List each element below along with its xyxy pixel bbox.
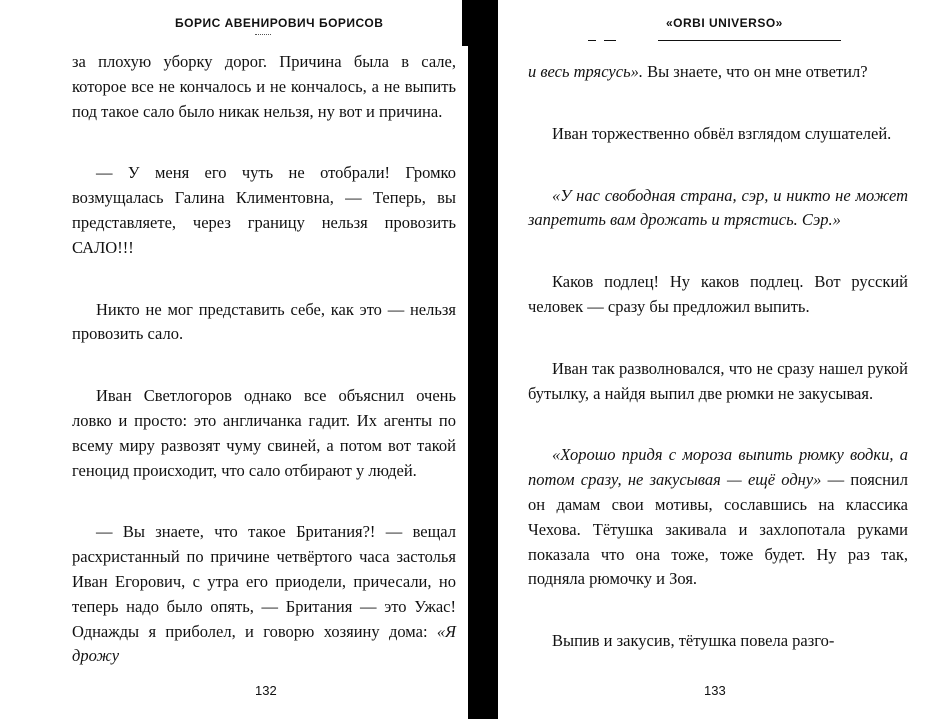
right-page bbox=[496, 0, 932, 719]
italic-quote: «Я дрожу bbox=[72, 621, 456, 666]
paragraph bbox=[72, 520, 456, 669]
running-header-author: БОРИС АВЕНИРОВИЧ БОРИСОВ bbox=[175, 16, 384, 30]
italic-quote: «Хорошо придя с мороза выпить рюмку водки, а потом сразу, не закусывая — ещё одну» bbox=[528, 445, 908, 490]
paragraph: Каков подлец! Ну каков подлец. Вот русский человек — сразу бы предложил выпить. bbox=[528, 272, 908, 316]
paragraph: за плохую уборку дорог. Причина была в сале, которое все не кончалось и не кончалось, а не выпить под такое сало было никак нельзя, ну вот и причина. bbox=[72, 52, 456, 121]
paragraph: Никто не мог представить себе, как это — нельзя провозить сало. bbox=[72, 299, 456, 344]
italic-quote: и весь трясусь». bbox=[528, 62, 643, 81]
running-header-title: «ORBI UNIVERSO» bbox=[666, 16, 783, 30]
paragraph: — У меня его чуть не отобрали! Громко возмущалась Галина Климентовна, — Теперь, вы представляете, через границу нельзя провозить САЛО!!! bbox=[72, 163, 456, 257]
header-rule-segment bbox=[604, 40, 616, 41]
header-rule bbox=[658, 40, 841, 41]
italic-quote: «У нас свободная страна, сэр, и никто не может запретить вам дрожать и трястись. Сэр.» bbox=[528, 185, 908, 230]
paragraph bbox=[528, 443, 908, 592]
page-number: 132 bbox=[255, 683, 277, 698]
paragraph: Иван так разволновался, что не сразу нашел рукой бутылку, а найдя выпил две рюмки не закусывая. bbox=[528, 358, 908, 403]
paragraph: Иван торжественно обвёл взглядом слушателей. bbox=[552, 123, 892, 143]
header-ornament bbox=[255, 34, 271, 35]
paragraph: Иван Светлогоров однако все объяснил очень ловко и просто: это англичанка гадит. Их агенты по всему миру развозят чуму свиней, а потом вот такой геноцид происходит, что сало отбирают у людей. bbox=[72, 386, 456, 480]
paragraph: Выпив и закусив, тётушка повела разго- bbox=[552, 631, 835, 651]
paragraph-text: — Вы знаете, что такое Британия?! — вещал расхристанный по причине четвёртого часа застолья Иван Егорович, с утра его приодели, причесали, но теперь надо было опять, — Британия — это Ужас! Однажды я приболел, и говорю хозяину дома: bbox=[72, 522, 456, 641]
page-number: 133 bbox=[704, 683, 726, 698]
paragraph-text: — пояснил он дамам свои мотивы, сославшись на классика Чехова. Тётушка закивала и захлопотала руками показала что она тоже, тоже будет. Ну раз так, подняла рюмочку и Зоя. bbox=[528, 470, 908, 589]
right-text-body bbox=[528, 60, 908, 654]
book-gutter-edge bbox=[462, 0, 472, 46]
paragraph-text: Вы знаете, что он мне ответил? bbox=[642, 62, 868, 81]
paragraph bbox=[528, 60, 908, 85]
book-gutter bbox=[468, 0, 498, 719]
left-text-body bbox=[72, 50, 456, 669]
header-rule-segment bbox=[588, 40, 596, 41]
